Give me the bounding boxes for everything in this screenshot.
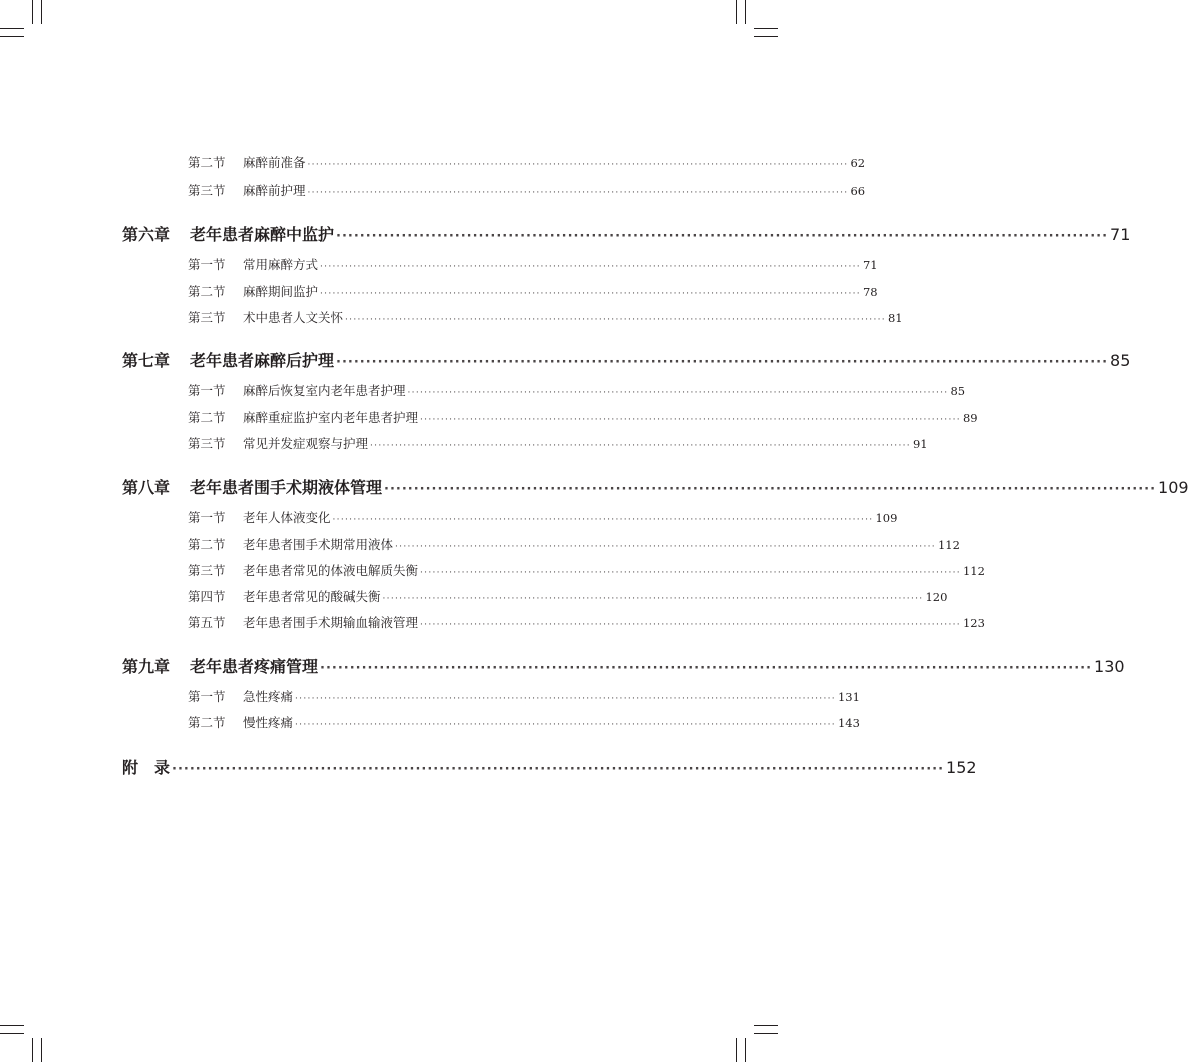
toc-dot-leader: ·································································································································· [295, 694, 836, 704]
toc-section-entry [188, 561, 985, 579]
toc-entry-title: 麻醉重症监护室内老年患者护理 [243, 410, 419, 425]
toc-dot-leader: ·································································································································· [336, 229, 1109, 244]
toc-entry-title: 附 录 [122, 758, 171, 777]
toc-entry-page: 112 [937, 538, 960, 552]
toc-section-entry [188, 153, 866, 171]
toc-entry-number: 第二节 [188, 284, 226, 299]
toc-entry-title: 老年患者围手术期常用液体 [243, 537, 394, 552]
toc-section-entry [188, 381, 966, 399]
toc-section-entry [188, 713, 860, 731]
toc-entry-page: 130 [1094, 657, 1125, 676]
toc-entry-title: 老年患者常见的体液电解质失衡 [243, 563, 419, 578]
toc-section-entry [188, 535, 960, 553]
toc-entry-page: 109 [875, 511, 898, 525]
toc-entry-page: 91 [912, 437, 928, 451]
toc-entry-title: 老年人体液变化 [243, 510, 331, 525]
toc-chapter-entry [122, 475, 1189, 498]
toc-dot-leader: ·································································································································· [370, 441, 911, 451]
toc-chapter-entry [122, 222, 1131, 245]
toc-entry-title: 麻醉后恢复室内老年患者护理 [243, 383, 406, 398]
toc-dot-leader: ·································································································································· [307, 160, 849, 170]
toc-dot-leader: ·································································································································· [336, 355, 1109, 370]
toc-entry-title: 老年患者围手术期输血输液管理 [243, 615, 419, 630]
toc-dot-leader: ·································································································································· [395, 542, 936, 552]
toc-entry-title: 急性疼痛 [243, 689, 294, 704]
toc-dot-leader: ·································································································································· [320, 661, 1093, 676]
toc-entry-page: 112 [962, 564, 985, 578]
toc-entry-page: 109 [1158, 478, 1189, 497]
toc-entry-number: 第三节 [188, 183, 226, 198]
toc-entry-number: 第二节 [188, 155, 226, 170]
toc-entry-page: 85 [1110, 351, 1131, 370]
toc-entry-number: 第七章 [122, 351, 171, 370]
toc-entry-title: 常用麻醉方式 [243, 257, 319, 272]
toc-entry-number: 第二节 [188, 410, 226, 425]
toc-section-entry [188, 181, 866, 199]
toc-entry-title: 麻醉期间监护 [243, 284, 319, 299]
toc-entry-title: 常见并发症观察与护理 [243, 436, 369, 451]
toc-dot-leader: ·································································································································· [320, 289, 861, 299]
toc-dot-leader: ·································································································································· [407, 388, 949, 398]
toc-entry-title: 老年患者疼痛管理 [190, 657, 319, 676]
toc-entry-title: 老年患者围手术期液体管理 [190, 478, 383, 497]
toc-entry-number: 第一节 [188, 510, 226, 525]
toc-chapter-entry [122, 654, 1125, 677]
toc-section-entry [188, 687, 860, 705]
toc-entry-number: 第九章 [122, 657, 171, 676]
toc-dot-leader: ·································································································································· [332, 515, 874, 525]
toc-entry-page: 85 [950, 384, 966, 398]
toc-entry-page: 120 [925, 590, 948, 604]
toc-chapter-entry [122, 348, 1131, 371]
toc-entry-page: 71 [862, 258, 878, 272]
toc-entry-page: 81 [887, 311, 903, 325]
toc-entry-page: 152 [946, 758, 977, 777]
toc-entry-title: 老年患者麻醉中监护 [190, 225, 335, 244]
toc-section-entry [188, 282, 878, 300]
toc-dot-leader: ·································································································································· [295, 720, 836, 730]
toc-dot-leader: ·································································································································· [345, 315, 886, 325]
toc-entry-number: 第六章 [122, 225, 171, 244]
toc-entry-number: 第四节 [188, 589, 226, 604]
toc-entry-number: 第五节 [188, 615, 226, 630]
toc-entry-page: 131 [837, 690, 860, 704]
toc-dot-leader: ·································································································································· [307, 188, 849, 198]
toc-entry-number: 第八章 [122, 478, 171, 497]
toc-entry-title: 麻醉前准备 [243, 155, 306, 170]
toc-section-entry [188, 587, 948, 605]
toc-entry-number: 第三节 [188, 436, 226, 451]
toc-entry-page: 66 [850, 184, 866, 198]
toc-section-entry [188, 613, 985, 631]
toc-entry-page: 123 [962, 616, 985, 630]
toc-entry-title: 麻醉前护理 [243, 183, 306, 198]
toc-dot-leader: ·································································································································· [320, 262, 861, 272]
toc-entry-number: 第二节 [188, 537, 226, 552]
toc-entry-page: 78 [862, 285, 878, 299]
toc-dot-leader: ·································································································································· [420, 568, 961, 578]
toc-dot-leader: ·································································································································· [382, 594, 924, 604]
toc-section-entry [188, 255, 878, 273]
toc-entry-number: 第二节 [188, 715, 226, 730]
toc-chapter-entry [122, 755, 977, 778]
toc-entry-title: 术中患者人文关怀 [243, 310, 344, 325]
toc-section-entry [188, 434, 928, 452]
toc-dot-leader: ·································································································································· [420, 415, 961, 425]
toc-entry-title: 老年患者常见的酸碱失衡 [243, 589, 381, 604]
toc-entry-page: 62 [850, 156, 866, 170]
toc-dot-leader: ·································································································································· [384, 482, 1157, 497]
toc-section-entry [188, 408, 978, 426]
toc-entry-page: 71 [1110, 225, 1131, 244]
toc-entry-number: 第三节 [188, 563, 226, 578]
toc-entry-number: 第一节 [188, 257, 226, 272]
toc-entry-number: 第一节 [188, 383, 226, 398]
toc-entry-number: 第一节 [188, 689, 226, 704]
toc-dot-leader: ·································································································································· [420, 620, 961, 630]
toc-entry-page: 89 [962, 411, 978, 425]
toc-section-entry [188, 508, 898, 526]
toc-entry-title: 慢性疼痛 [243, 715, 294, 730]
toc-entry-page: 143 [837, 716, 860, 730]
toc-dot-leader: ·································································································································· [172, 762, 945, 777]
toc-section-entry [188, 308, 903, 326]
toc-entry-number: 第三节 [188, 310, 226, 325]
toc-entry-title: 老年患者麻醉后护理 [190, 351, 335, 370]
